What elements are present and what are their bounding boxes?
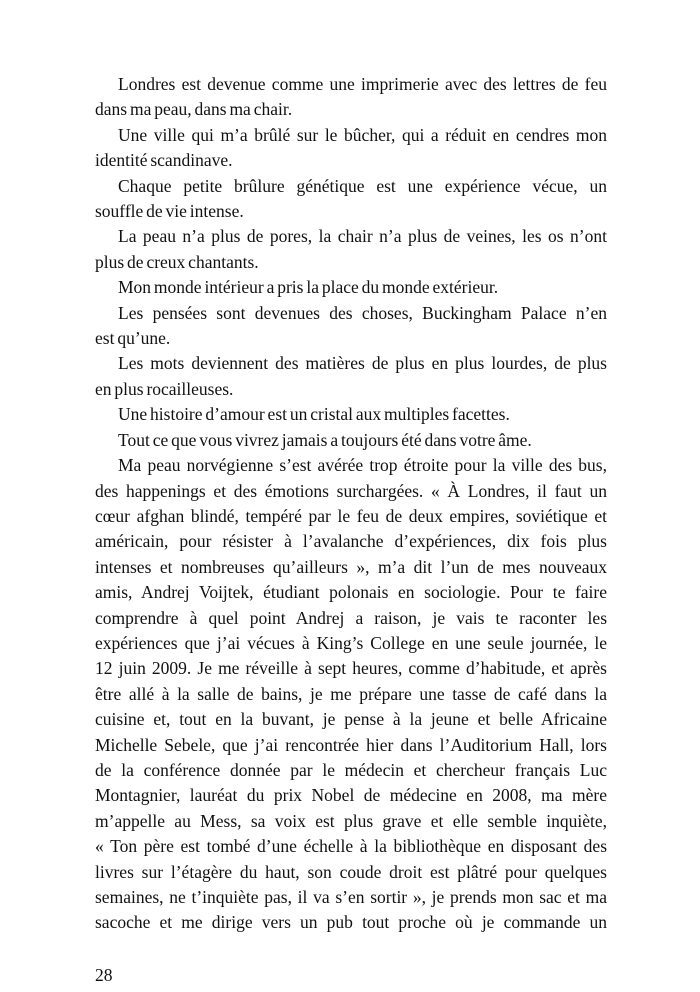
text-line: Une ville qui m’a brûlé sur le bûcher, qui a réduit en cendres mon (118, 124, 607, 145)
text-line: Montagnier, lauréat du prix Nobel de médecine en 2008, ma mère (95, 785, 607, 806)
text-line: livres sur l’étagère du haut, son coude droit est plâtré pour quelques (95, 861, 607, 882)
text-line: Mon monde intérieur a pris la place du monde extérieur. (118, 277, 499, 298)
text-line: Les pensées sont devenues des choses, Buckingham Palace n’en (118, 302, 607, 323)
text-line: Tout ce que vous vivrez jamais a toujours été dans votre âme. (118, 429, 532, 450)
paragraph (95, 224, 607, 275)
paragraph (95, 123, 607, 174)
paragraph (95, 72, 607, 123)
text-line: « Ton père est tombé d’une échelle à la bibliothèque en disposant des (95, 836, 607, 857)
text-line: américain, pour résister à l’avalanche d’expériences, dix fois plus (95, 531, 607, 552)
text-line: sacoche et me dirige vers un pub tout proche où je commande un (95, 912, 607, 933)
paragraph (95, 453, 607, 936)
text-line: en plus rocailleuses. (95, 378, 234, 399)
text-line: plus de creux chantants. (95, 251, 259, 272)
paragraph (95, 402, 607, 427)
paragraph (95, 301, 607, 352)
text-line: est qu’une. (95, 328, 171, 349)
text-line: Une histoire d’amour est un cristal aux multiples facettes. (118, 404, 510, 425)
text-line: Londres est devenue comme une imprimerie avec des lettres de feu (118, 74, 607, 94)
paragraph (95, 275, 607, 300)
text-line: Chaque petite brûlure génétique est une expérience vécue, un (118, 175, 607, 196)
text-line: de la conférence donnée par le médecin et chercheur français Luc (95, 759, 607, 780)
text-line: comprendre à quel point Andrej a raison, je vais te raconter les (95, 607, 607, 628)
text-line: identité scandinave. (95, 150, 233, 171)
paragraph (95, 351, 607, 402)
text-line: m’appelle au Mess, sa voix est plus grave et elle semble inquiète, (95, 810, 607, 831)
text-line: cœur afghan blindé, tempéré par le feu de deux empires, soviétique et (95, 505, 607, 526)
text-line: cuisine et, tout en la buvant, je pense à la jeune et belle Africaine (95, 709, 607, 730)
text-line: 12 juin 2009. Je me réveille à sept heures, comme d’habitude, et après (95, 658, 607, 679)
text-line: Michelle Sebele, que j’ai rencontrée hier dans l’Auditorium Hall, lors (95, 734, 607, 755)
page-body-text (95, 72, 607, 936)
text-line: La peau n’a plus de pores, la chair n’a plus de veines, les os n’ont (118, 226, 607, 247)
text-line: souffle de vie intense. (95, 201, 244, 222)
page-number: 28 (95, 964, 113, 985)
text-line: intenses et nombreuses qu’ailleurs », m’a dit l’un de mes nouveaux (95, 556, 607, 577)
paragraph (95, 174, 607, 225)
text-line: dans ma peau, dans ma chair. (95, 99, 293, 120)
paragraph (95, 428, 607, 453)
text-line: Les mots deviennent des matières de plus en plus lourdes, de plus (118, 353, 607, 374)
text-line: être allé à la salle de bains, je me prépare une tasse de café dans la (95, 683, 607, 704)
text-line: Ma peau norvégienne s’est avérée trop étroite pour la ville des bus, (118, 455, 607, 476)
text-line: expériences que j’ai vécues à King’s College en une seule journée, le (95, 632, 607, 653)
page-content (95, 72, 607, 988)
text-line: des happenings et des émotions surchargées. « À Londres, il faut un (95, 480, 607, 501)
text-line: semaines, ne t’inquiète pas, il va s’en sortir », je prends mon sac et ma (95, 887, 607, 907)
text-line: amis, Andrej Voijtek, étudiant polonais en sociologie. Pour te faire (95, 582, 607, 603)
